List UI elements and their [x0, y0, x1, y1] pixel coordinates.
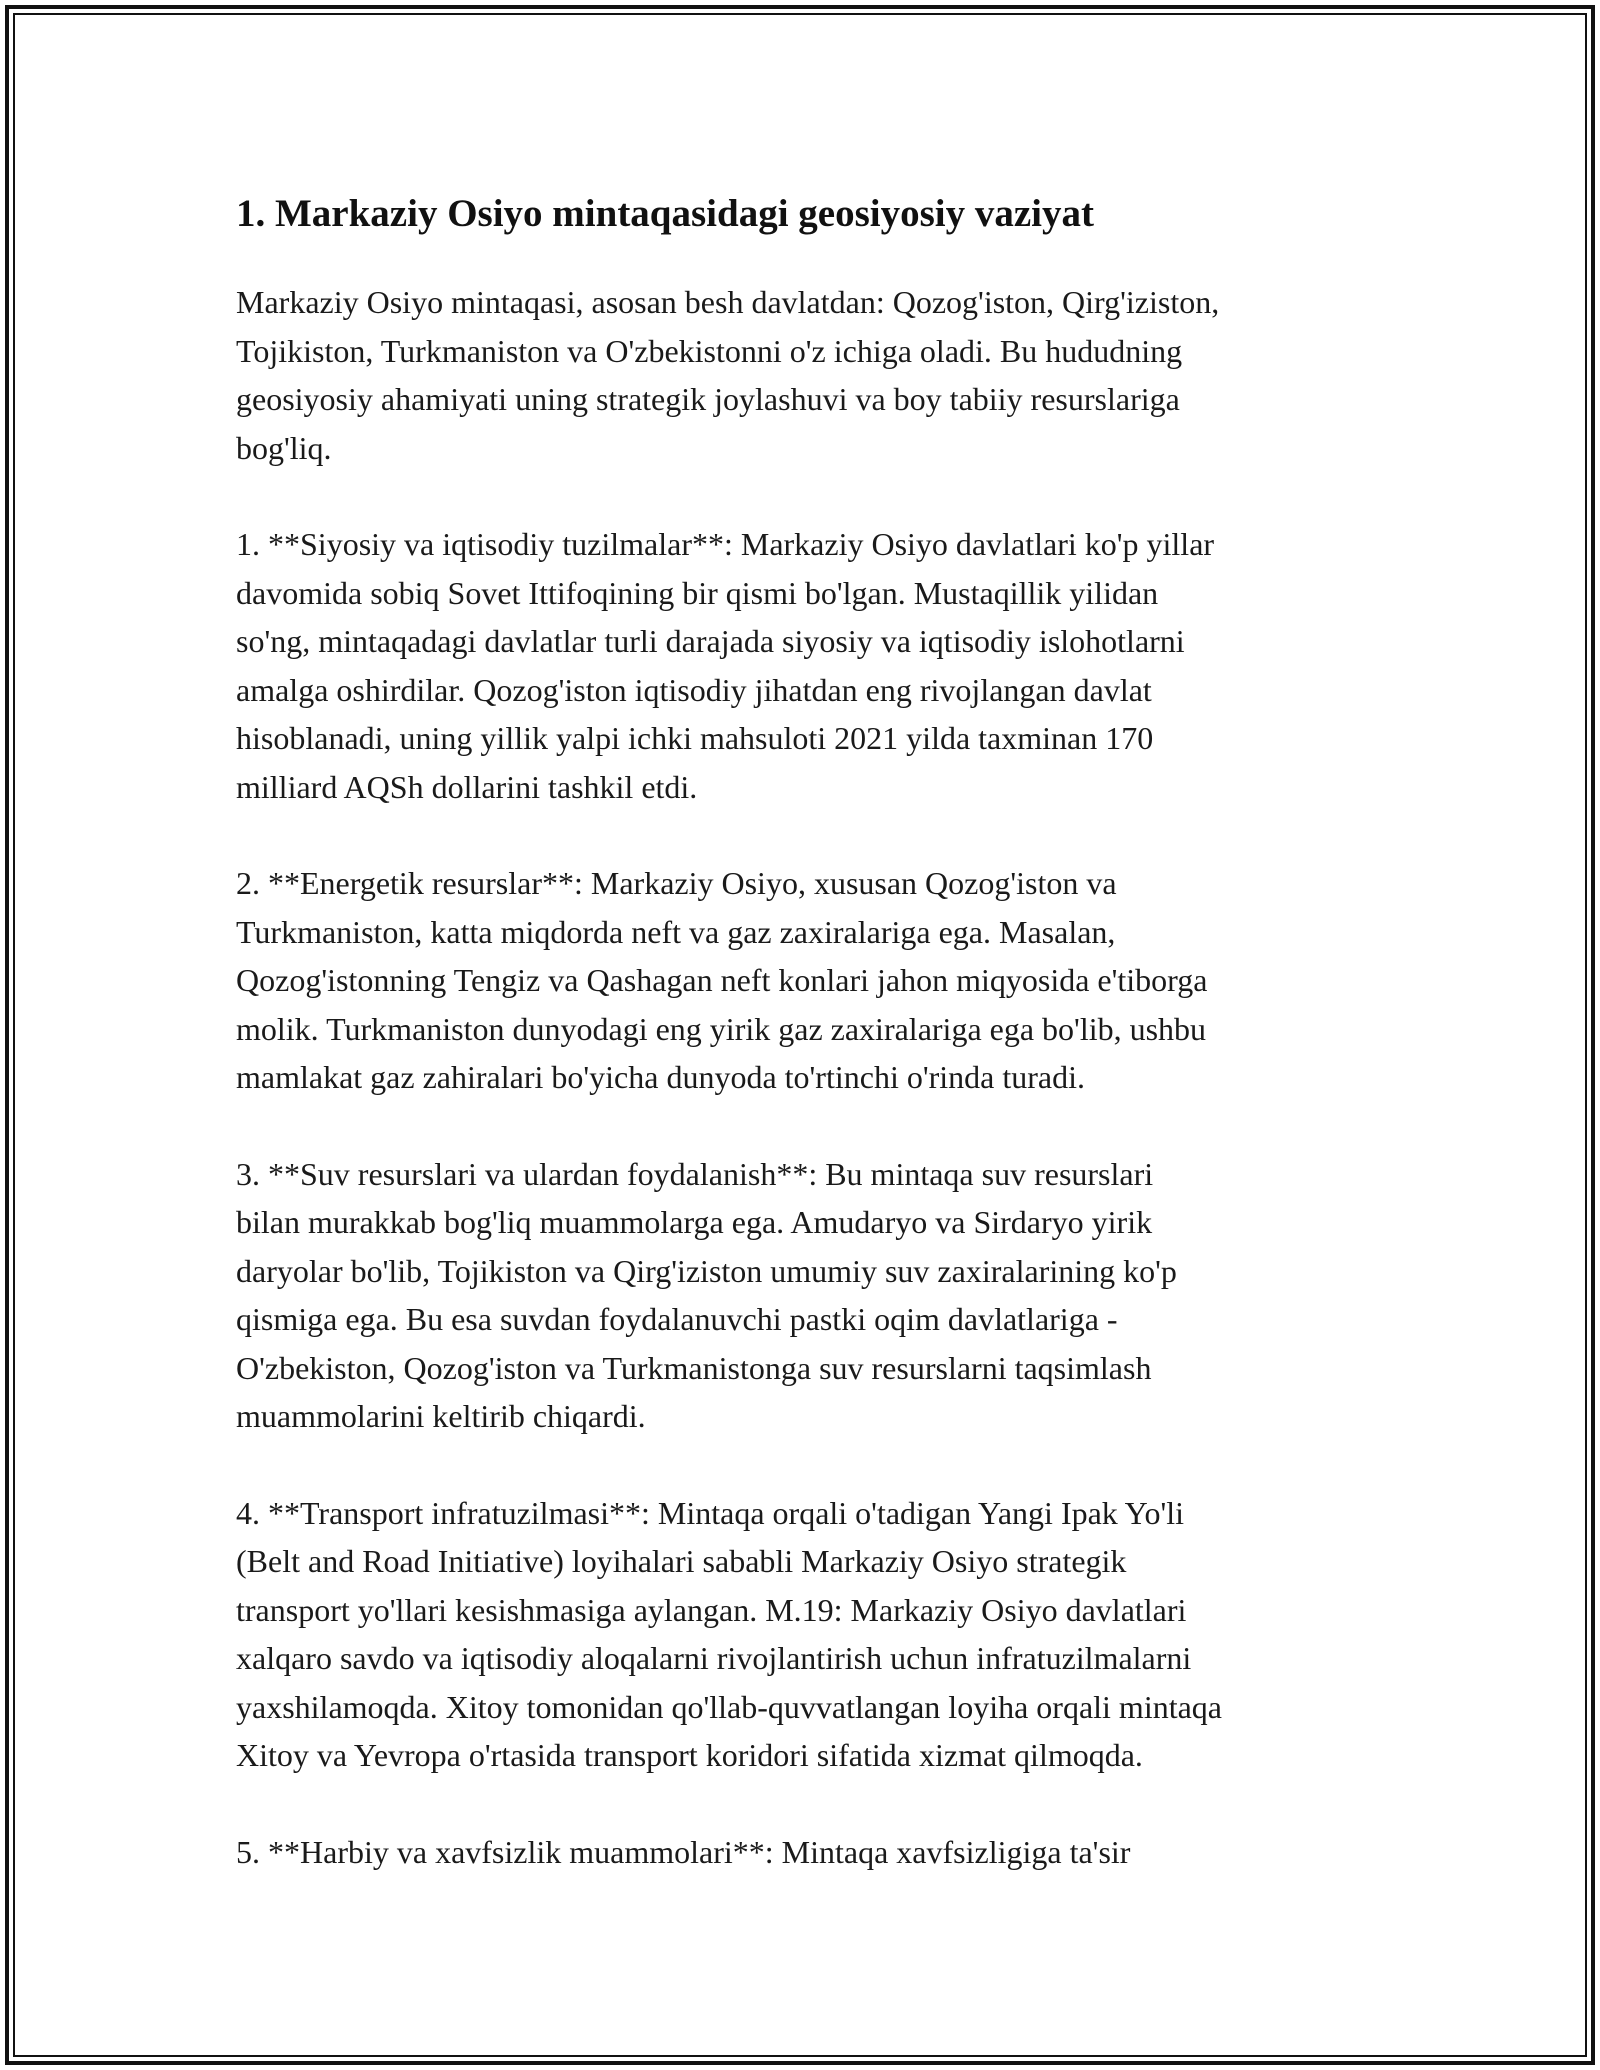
paragraph-water-resources: 3. **Suv resurslari va ulardan foydalanish**: Bu mintaqa suv resurslari bilan murakkab bog'liq muammolarga ega. Amudaryo va Sirdaryo yirik daryolar bo'lib, Tojikiston va Qirg'iziston umumiy suv zaxiralarining ko'p qismiga ega. Bu esa suvdan foydalanuvchi pastki oqim davlatlariga - O'zbekiston, Qozog'iston va Turkmanistonga suv resurslarni taqsimlash muammolarini keltirib chiqardi. [236, 1155, 1177, 1434]
paragraph-military-security: 5. **Harbiy va xavfsizlik muammolari**: Mintaqa xavfsizligiga ta'sir [236, 1833, 1131, 1870]
document-body [236, 186, 1396, 1876]
paragraph-political-economic: 1. **Siyosiy va iqtisodiy tuzilmalar**: Markaziy Osiyo davlatlari ko'p yillar davomida sobiq Sovet Ittifoqining bir qismi bo'lgan. Mustaqillik yilidan so'ng, mintaqadagi davlatlar turli darajada siyosiy va iqtisodiy islohotlarni amalga oshirdilar. Qozog'iston iqtisodiy jihatdan eng rivojlangan davlat hisoblanadi, uning yillik yalpi ichki mahsuloti 2021 yilda taxminan 170 milliard AQSh dollarini tashkil etdi. [236, 526, 1215, 805]
paragraph-intro: Markaziy Osiyo mintaqasi, asosan besh davlatdan: Qozog'iston, Qirg'iziston, Tojikiston, Turkmaniston va O'zbekistonni o'z ichiga oladi. Bu hududning geosiyosiy ahamiyati uning strategik joylashuvi va boy tabiiy resurslariga bog'liq. [236, 284, 1220, 466]
paragraph-transport-infrastructure: 4. **Transport infratuzilmasi**: Mintaqa orqali o'tadigan Yangi Ipak Yo'li (Belt and Road Initiative) loyihalari sababli Markaziy Osiyo strategik transport yo'llari kesishmasiga aylangan. M.19: Markaziy Osiyo davlatlari xalqaro savdo va iqtisodiy aloqalarni rivojlantirish uchun infratuzilmalarni yaxshilamoqda. Xitoy tomonidan qo'llab-quvvatlangan loyiha orqali mintaqa Xitoy va Yevropa o'rtasida transport koridori sifatida xizmat qilmoqda. [236, 1494, 1222, 1773]
paragraph-energy-resources: 2. **Energetik resurslar**: Markaziy Osiyo, xususan Qozog'iston va Turkmaniston, katta miqdorda neft va gaz zaxiralariga ega. Masalan, Qozog'istonning Tengiz va Qashagan neft konlari jahon miqyosida e'tiborga molik. Turkmaniston dunyodagi eng yirik gaz zaxiralariga ega bo'lib, ushbu mamlakat gaz zahiralari bo'yicha dunyoda to'rtinchi o'rinda turadi. [236, 865, 1208, 1095]
section-title: 1. Markaziy Osiyo mintaqasidagi geosiyosiy vaziyat [236, 192, 1094, 235]
